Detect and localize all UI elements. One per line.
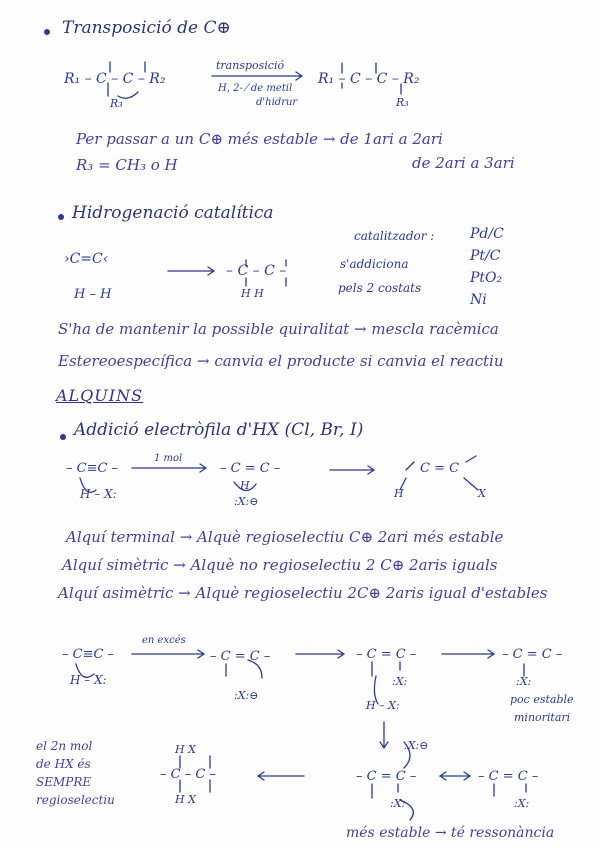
section2-addition-2: pels 2 costats — [338, 281, 422, 295]
section2-note2: Estereoespecífica → canvia el producte si canvia el reactiu — [58, 352, 504, 370]
step1-product-h: H — [394, 487, 404, 500]
step2-arrow-label: en excés — [142, 635, 186, 646]
step1-reagent: H – X: — [80, 487, 117, 501]
bullet-icon — [44, 29, 50, 35]
step2-intermediate2-x: :X: — [392, 675, 408, 688]
regio-line3: Alquí asimètric → Alquè regioselectiu 2C⊕ 2aris igual d'estables — [58, 584, 548, 602]
bottom-center: – C = C – — [356, 769, 417, 784]
section1-note1: Per passar a un C⊕ més estable → de 1ari a 2ari — [76, 130, 443, 148]
bottom-right: – C = C – — [478, 769, 539, 784]
section1-arrow-top: transposició — [216, 59, 285, 72]
step2-intermediate2-hx: H – X: — [366, 699, 400, 712]
step2-right-note2: minoritari — [514, 711, 571, 724]
step1-intermediate: – C = C – — [220, 461, 281, 476]
section1-arrow-bottom-2: d'hidrur — [256, 97, 298, 108]
section1-heading: Transposició de C⊕ — [62, 18, 231, 38]
step2-intermediate2: – C = C – — [356, 647, 417, 662]
section1-reactant-sub: R₃ — [110, 97, 123, 110]
section2-heading: Hidrogenació catalítica — [72, 203, 274, 223]
side-note-3: SEMPRE — [36, 775, 92, 789]
step1-arrow-label: 1 mol — [154, 453, 183, 464]
side-note-2: de HX és — [36, 757, 91, 771]
side-note-4: regioselectiu — [36, 793, 115, 807]
bullet-icon — [60, 434, 66, 440]
step2-right: – C = C – — [502, 647, 563, 662]
step1-intermediate-x: :X:⊖ — [234, 495, 259, 508]
side-note-1: el 2n mol — [36, 739, 93, 753]
regio-line2: Alquí simètric → Alquè no regioselectiu 2 C⊕ 2aris iguals — [62, 556, 498, 574]
step2-intermediate: – C = C – — [210, 649, 271, 664]
final-product-top: H X — [175, 743, 196, 756]
final-product-bottom: H X — [175, 793, 196, 806]
section2-catalyst-3: PtO₂ — [470, 270, 503, 286]
step1-reactant: – C≡C – — [66, 461, 119, 476]
bottom-note: més estable → té ressonància — [346, 825, 555, 841]
bottom-right-x: :X: — [514, 797, 530, 810]
section2-catalyst-label: catalitzador : — [354, 229, 435, 243]
step1-intermediate-h: H — [240, 479, 250, 492]
section2-catalyst-2: Pt/C — [470, 248, 501, 264]
step2-reagent: H – X: — [70, 673, 107, 687]
section1-note2: R₃ = CH₃ o H — [76, 156, 178, 174]
section2-catalyst-4: Ni — [470, 292, 487, 308]
step1-product: C = C — [420, 461, 460, 476]
section1-product-sub: R₃ — [396, 96, 409, 109]
section2-product-h: H H — [241, 287, 264, 300]
section2-catalyst-1: Pd/C — [470, 226, 504, 242]
bottom-center-x: :X: — [390, 797, 406, 810]
bullet-icon — [58, 214, 64, 220]
regio-line1: Alquí terminal → Alquè regioselectiu C⊕ 2ari més estable — [66, 528, 504, 546]
step1-product-x: X — [478, 487, 486, 500]
alquins-title: ALQUINS — [56, 386, 144, 405]
section1-reactant: R₁ – C – C – R₂ — [64, 71, 166, 87]
step2-intermediate-x: :X:⊖ — [234, 689, 259, 702]
section2-note1: S'ha de mantenir la possible quiralitat → mescla racèmica — [58, 320, 499, 338]
section3-heading: Addició electròfila d'HX (Cl, Br, I) — [74, 420, 364, 440]
section1-note1b: de 2ari a 3ari — [412, 154, 515, 172]
section1-product: R₁ – C – C – R₂ — [318, 71, 420, 87]
step2-right-x: :X: — [516, 675, 532, 688]
section2-reactant: ›C=C‹ — [64, 251, 109, 267]
section2-product: – C – C – — [226, 263, 287, 279]
final-product: – C – C – — [160, 767, 216, 782]
section2-addition-1: s'addiciona — [340, 257, 409, 271]
section2-reagent: H – H — [74, 287, 112, 302]
section1-arrow-bottom-1: H, 2- ⁄ de metil — [218, 83, 293, 94]
step2-right-note1: poc estable — [510, 693, 574, 706]
bottom-center-x2: :X:⊖ — [404, 739, 429, 752]
step2-reactant: – C≡C – — [62, 647, 115, 662]
